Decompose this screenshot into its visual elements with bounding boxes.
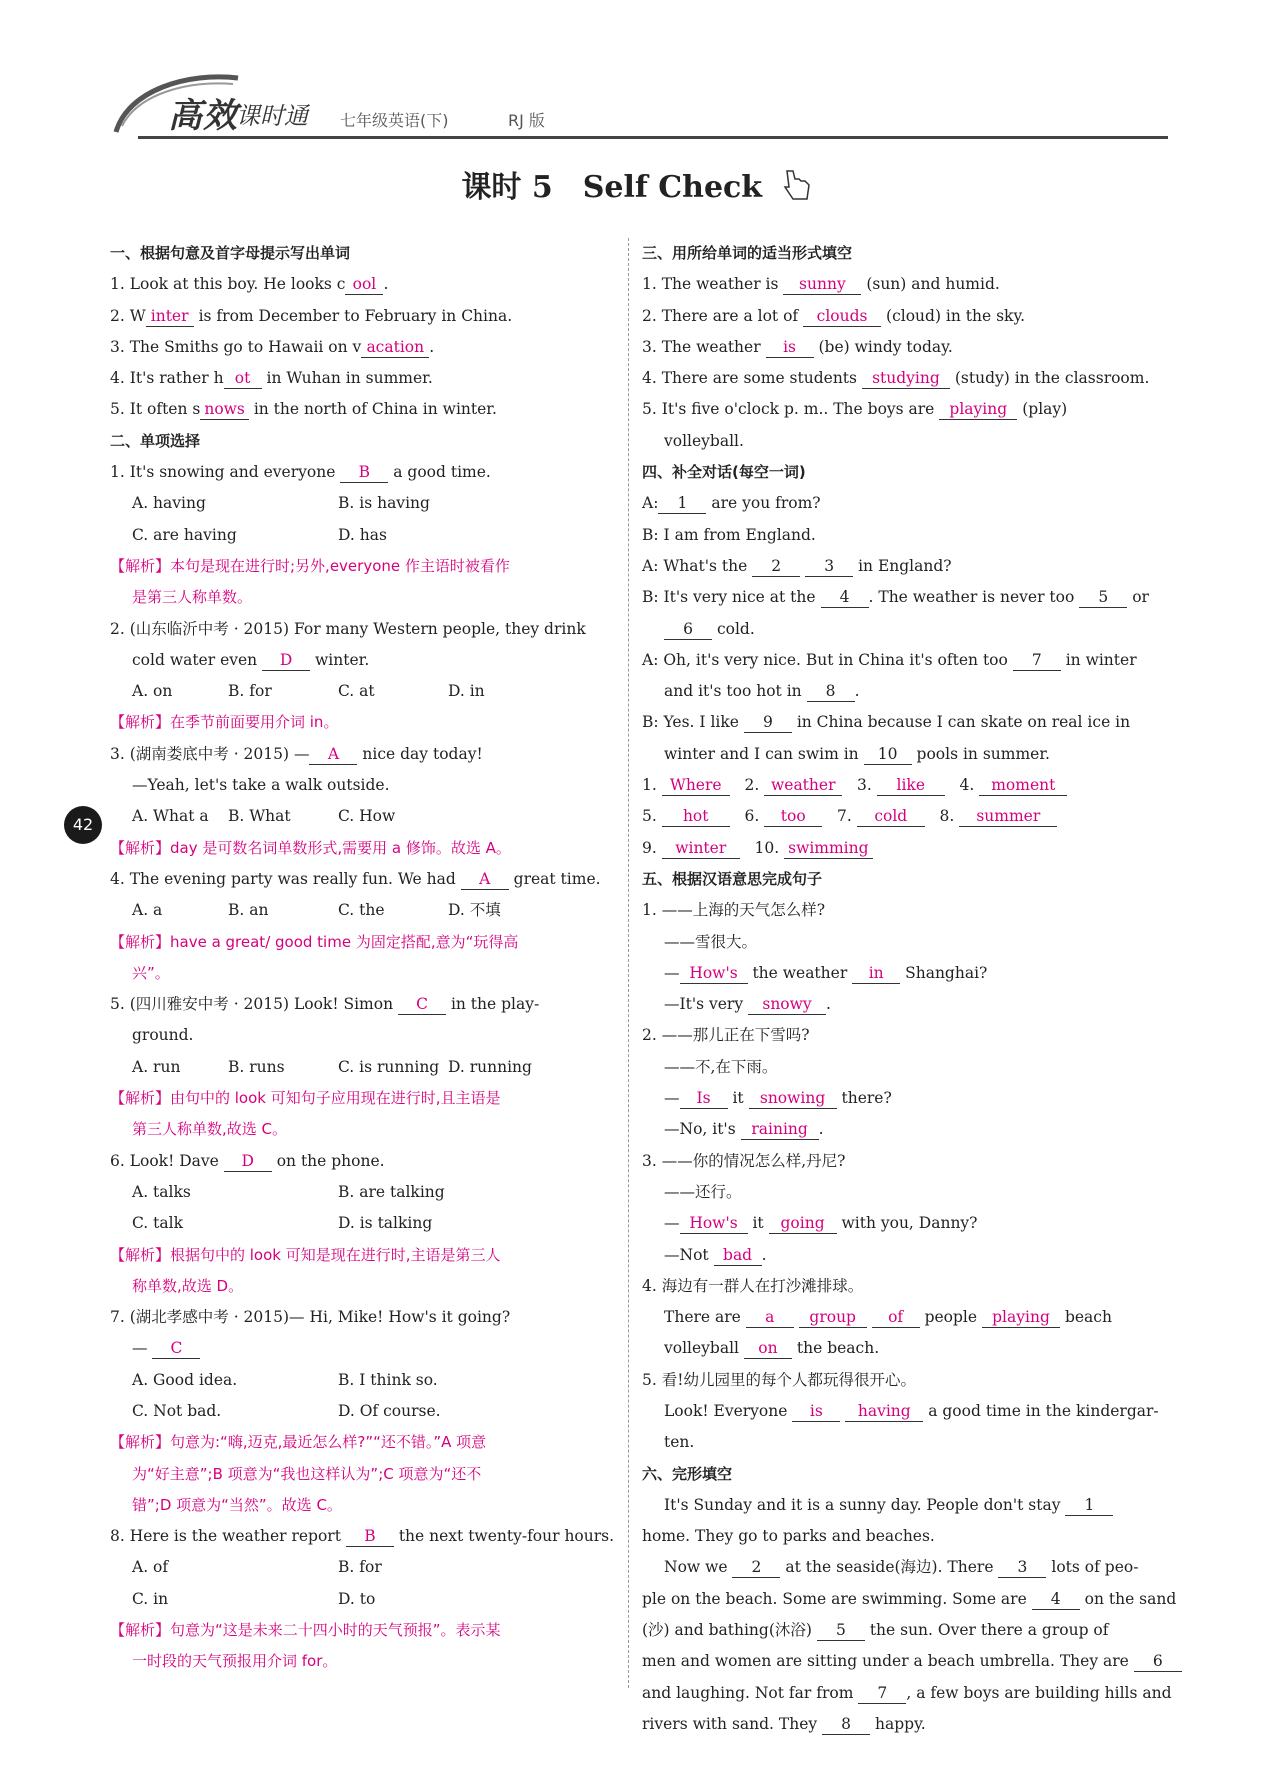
sentence-line: ten. (664, 1433, 695, 1452)
chinese-prompt: ——不,在下雨。 (664, 1057, 778, 1076)
options: A. What a B. What C. How (132, 807, 396, 826)
answer-row: 5. hot 6. too 7. cold 8. summer (642, 801, 1147, 832)
dialog-line: A: 1 are you from? (642, 494, 821, 513)
passage-line: It's Sunday and it is a sunny day. People don't stay 1 (642, 1490, 1147, 1521)
chinese-prompt: 5. 看!幼儿园里的每个人都玩得很开心。 (642, 1370, 916, 1389)
brand-main: 高效 (168, 96, 238, 136)
sentence-line: volleyball on the beach. (664, 1339, 880, 1358)
section-heading: 二、单项选择 (110, 431, 201, 450)
passage-line: home. They go to parks and beaches. (642, 1527, 935, 1546)
passage-line: and laughing. Not far from 7 , a few boys are building hills and (642, 1683, 1172, 1702)
question: 1. It's snowing and everyone B a good time. (110, 463, 491, 482)
analysis: 是第三人称单数。 (132, 588, 253, 607)
sentence-line: —Not bad . (664, 1245, 767, 1264)
passage-line: (沙) and bathing(沐浴) 5 the sun. Over there a group of (642, 1621, 1109, 1640)
question: 3. (湖南娄底中考 · 2015) — A nice day today! (110, 744, 483, 763)
options: C. are having D. has (132, 525, 387, 544)
analysis: 兴”。 (132, 963, 170, 982)
pointing-hand-icon (779, 167, 815, 211)
answer-row: 9. winter 10. swimming (642, 833, 1147, 864)
question: 6. Look! Dave D on the phone. (110, 1151, 385, 1170)
dialog-line: 6 cold. (642, 614, 1147, 645)
analysis: 【解析】day 是可数名词单数形式,需要用 a 修饰。故选 A。 (110, 838, 511, 857)
fill-item: 4. It's rather h ot in Wuhan in summer. (110, 369, 433, 388)
right-column (642, 238, 1177, 1740)
sentence-line: —No, it's raining . (664, 1120, 824, 1139)
sentence-line: —It's very snowy . (664, 995, 831, 1014)
question: 8. Here is the weather report B the next twenty-four hours. (110, 1527, 615, 1546)
dialog-line: A: Oh, it's very nice. But in China it's often too 7 in winter (642, 650, 1137, 669)
question: —Yeah, let's take a walk outside. (132, 776, 390, 795)
options: A. having B. is having (132, 494, 430, 513)
analysis: 【解析】句意为“这是未来二十四小时的天气预报”。表示某 (110, 1621, 501, 1640)
question: 4. The evening party was really fun. We had A great time. (110, 869, 601, 888)
fill-item: 5. It's five o'clock p. m.. The boys are playing (play) (642, 400, 1068, 419)
fill-item: 3. The Smiths go to Hawaii on v acation . (110, 337, 435, 356)
dialog-line: B: I am from England. (642, 525, 816, 544)
question: ground. (132, 1026, 194, 1045)
chinese-prompt: 1. ——上海的天气怎么样? (642, 901, 826, 920)
sentence-line: — How's the weather in Shanghai? (664, 963, 988, 982)
dialog-line: B: It's very nice at the 4 . The weather is never too 5 or (642, 588, 1149, 607)
analysis: 第三人称单数,故选 C。 (132, 1120, 288, 1139)
options: C. in D. to (132, 1589, 376, 1608)
fill-item: 2. W inter is from December to February in China. (110, 306, 513, 325)
analysis: 为“好主意”;B 项意为“我也这样认为”;C 项意为“还不 (132, 1464, 482, 1483)
dialog-line: A: What's the 2 3 in England? (642, 556, 952, 575)
fill-item: 1. Look at this boy. He looks c ool . (110, 275, 389, 294)
analysis: 【解析】由句中的 look 可知句子应用现在进行时,且主语是 (110, 1089, 501, 1108)
question: 7. (湖北孝感中考 · 2015)— Hi, Mike! How's it going? (110, 1308, 511, 1327)
chinese-prompt: 3. ——你的情况怎么样,丹尼? (642, 1151, 846, 1170)
options: A. a B. an C. the D. 不填 (132, 901, 501, 920)
options: C. talk D. is talking (132, 1214, 433, 1233)
analysis: 【解析】本句是现在进行时;另外,everyone 作主语时被看作 (110, 556, 510, 575)
analysis: 【解析】根据句中的 look 可知是现在进行时,主语是第三人 (110, 1245, 501, 1264)
options: A. Good idea. B. I think so. (132, 1370, 438, 1389)
question: 5. (四川雅安中考 · 2015) Look! Simon C in the play- (110, 995, 540, 1014)
fill-item: 5. It often s nows in the north of China in winter. (110, 400, 497, 419)
section-heading: 一、根据句意及首字母提示写出单词 (110, 244, 351, 262)
header-rule (138, 136, 1168, 139)
section-heading: 三、用所给单词的适当形式填空 (642, 244, 853, 262)
passage-line: rivers with sand. They 8 happy. (642, 1714, 926, 1733)
question: 2. (山东临沂中考 · 2015) For many Western people, they drink (110, 619, 586, 638)
passage-line: ple on the beach. Some are swimming. Some are 4 on the sand (642, 1589, 1177, 1608)
page-number: 42 (64, 806, 102, 844)
analysis: 【解析】句意为:“嗨,迈克,最近怎么样?”“还不错。”A 项意 (110, 1433, 487, 1452)
sentence-line: — Is it snowing there? (664, 1089, 892, 1108)
dialog-line: winter and I can swim in 10 pools in summer. (664, 744, 1050, 763)
sentence-line: Look! Everyone is having a good time in the kindergar- (664, 1401, 1159, 1420)
lesson-title (0, 162, 1276, 211)
fill-item: 1. The weather is sunny (sun) and humid. (642, 275, 1000, 294)
analysis: 错”;D 项意为“当然”。故选 C。 (132, 1495, 342, 1514)
dialog-line: B: Yes. I like 9 in China because I can skate on real ice in (642, 713, 1131, 732)
chinese-prompt: 2. ——那儿正在下雪吗? (642, 1026, 810, 1045)
answer-row: 1. Where 2. weather 3. like 4. moment (642, 770, 1147, 801)
section-heading: 四、补全对话(每空一词) (642, 463, 806, 482)
chinese-prompt: 4. 海边有一群人在打沙滩排球。 (642, 1276, 864, 1295)
options: A. talks B. are talking (132, 1182, 445, 1201)
dialog-line: and it's too hot in 8 . (664, 682, 860, 701)
analysis: 【解析】在季节前面要用介词 in。 (110, 713, 339, 732)
edition-label: RJ 版 (508, 111, 545, 130)
page-header (108, 70, 1168, 150)
question: — C (110, 1333, 620, 1364)
options: A. on B. for C. at D. in (132, 682, 485, 701)
passage-line: Now we 2 at the seaside(海边). There 3 lots of peo- (664, 1558, 1139, 1577)
sentence-line: There are a group of people playing beach (664, 1308, 1112, 1327)
left-column (110, 238, 620, 1678)
options: A. run B. runs C. is running D. running (132, 1057, 532, 1076)
fill-item: 4. There are some students studying (study) in the classroom. (642, 369, 1150, 388)
chinese-prompt: ——还行。 (664, 1182, 742, 1201)
fill-item-cont: volleyball. (664, 431, 744, 450)
fill-item: 2. There are a lot of clouds (cloud) in the sky. (642, 306, 1026, 325)
lesson-title-text: 课时 5 Self Check (461, 170, 763, 205)
analysis: 一时段的天气预报用介词 for。 (132, 1652, 338, 1671)
section-heading: 五、根据汉语意思完成句子 (642, 869, 823, 888)
question: cold water even D winter. (132, 650, 370, 669)
section-heading: 六、完形填空 (642, 1464, 733, 1483)
fill-item: 3. The weather is (be) windy today. (642, 337, 953, 356)
options: A. of B. for (132, 1558, 382, 1577)
brand-sub: 课时通 (236, 102, 308, 130)
analysis: 【解析】have a great/ good time 为固定搭配,意为“玩得高 (110, 932, 519, 951)
sentence-line: — How's it going with you, Danny? (664, 1214, 978, 1233)
analysis: 称单数,故选 D。 (132, 1276, 244, 1295)
passage-line: men and women are sitting under a beach umbrella. They are 6 (642, 1646, 1147, 1677)
book-title: 七年级英语(下) (340, 111, 449, 130)
options: C. Not bad. D. Of course. (132, 1401, 441, 1420)
chinese-prompt: ——雪很大。 (664, 932, 758, 951)
column-divider (628, 238, 629, 1688)
